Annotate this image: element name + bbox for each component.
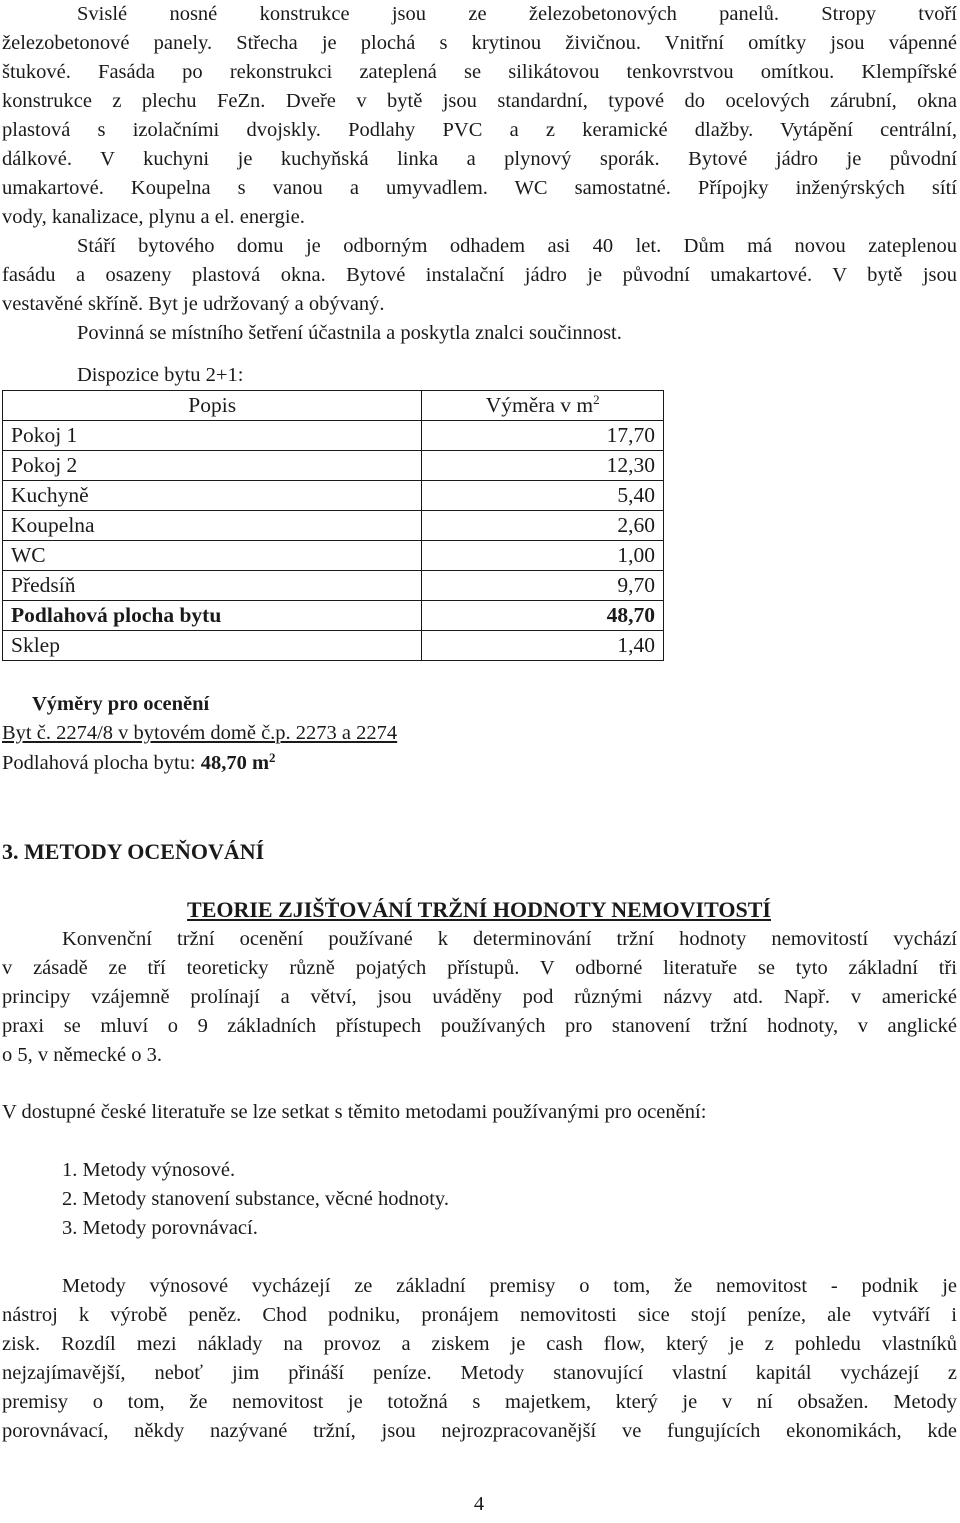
room-area: 9,70 (422, 571, 664, 601)
cellar-label: Sklep (3, 631, 422, 661)
theory-line-4: praxi se mluví o 9 základních přístupech používaných pro stanovení tržní hodnoty, v anglické (2, 1015, 957, 1037)
cooperation-line: Povinná se místního šetření účastnila a poskytla znalci součinnost. (77, 322, 622, 344)
header-vymera-exp: 2 (593, 392, 600, 407)
room-name: Pokoj 1 (3, 421, 422, 451)
methods-line-5: premisy o tom, že nemovitost je totožná s majetkem, který je v ní obsažen. Metody (2, 1391, 957, 1413)
section-heading: 3. METODY OCEŇOVÁNÍ (2, 839, 265, 864)
table-row (3, 421, 664, 451)
intro-line-2: železobetonové panely. Střecha je plochá s krytinou živičnou. Vnitřní omítky jsou vápenné (2, 32, 957, 54)
czech-literature-line: V dostupné české literatuře se lze setkat s těmito metodami používanými pro ocenění: (2, 1101, 707, 1123)
room-name: Koupelna (3, 511, 422, 541)
intro-line-1: Svislé nosné konstrukce jsou ze železobetonových panelů. Stropy tvoří (77, 3, 957, 25)
methods-line-4: nejzajímavější, neboť jim přináší peníze. Metody stanovující vlastní kapitál vycházejí z (2, 1362, 957, 1384)
total-label: Podlahová plocha bytu (3, 601, 422, 631)
intro-line-6: dálkové. V kuchyni je kuchyňská linka a plynový sporák. Bytové jádro je původní (2, 148, 957, 170)
total-value: 48,70 (422, 601, 664, 631)
room-area: 17,70 (422, 421, 664, 451)
header-popis: Popis (3, 391, 422, 421)
page-number: 4 (473, 1493, 485, 1515)
methods-line-3: zisk. Rozdíl mezi náklady na provoz a ziskem je cash flow, který je z pohledu vlastníků (2, 1333, 957, 1355)
valuation-unit-line: Byt č. 2274/8 v bytovém domě č.p. 2273 a 2274 (2, 722, 398, 744)
intro-line-5: plastová s izolačními dvojskly. Podlahy PVC a z keramické dlažby. Vytápění centrální, (2, 119, 957, 141)
theory-line-2: v zásadě ze tří teoreticky různě pojatých přístupů. V odborné literatuře se tyto základní tři (2, 957, 957, 979)
total-row (3, 601, 664, 631)
intro-line-8: vody, kanalizace, plynu a el. energie. (2, 206, 305, 228)
room-name: Kuchyně (3, 481, 422, 511)
age-line-2: fasádu a osazeny plastová okna. Bytové instalační jádro je původní umakartové. V bytě jsou (2, 264, 957, 286)
valuation-area-line (2, 749, 276, 778)
section-subheading: TEORIE ZJIŠŤOVÁNÍ TRŽNÍ HODNOTY NEMOVITOSTÍ (187, 897, 771, 922)
intro-line-7: umakartové. Koupelna s vanou a umyvadlem. WC samostatné. Přípojky inženýrských sítí (2, 177, 957, 199)
room-area: 2,60 (422, 511, 664, 541)
intro-line-4: konstrukce z plechu FeZn. Dveře v bytě jsou standardní, typové do ocelových zárubní, okna (2, 90, 957, 112)
list-item: 1. Metody výnosové. (62, 1159, 236, 1181)
disposition-title: Dispozice bytu 2+1: (77, 364, 244, 386)
methods-line-6: porovnávací, někdy nazývané tržní, jsou nejrozpracovanější ve fungujících ekonomikách, kde (2, 1420, 957, 1442)
table-row (3, 631, 664, 661)
header-vymera-label: Výměra v m (485, 393, 594, 417)
list-item: 3. Metody porovnávací. (62, 1217, 258, 1239)
table-header-row (3, 391, 664, 421)
disposition-table (2, 390, 664, 661)
theory-line-3: principy vzájemně prolínají a větví, jsou uváděny pod různými názvy atd. Např. v americké (2, 986, 957, 1008)
theory-line-1: Konvenční tržní ocenění používané k determinování tržní hodnoty nemovitostí vychází (62, 928, 957, 950)
table-row (3, 541, 664, 571)
intro-line-3: štukové. Fasáda po rekonstrukci zateplená se silikátovou tenkovrstvou omítkou. Klempířské (2, 61, 957, 83)
room-area: 12,30 (422, 451, 664, 481)
theory-line-5: o 5, v německé o 3. (2, 1044, 162, 1066)
table-row (3, 481, 664, 511)
age-line-1: Stáří bytového domu je odborným odhadem asi 40 let. Dům má novou zateplenou (77, 235, 957, 257)
room-name: WC (3, 541, 422, 571)
age-line-3: vestavěné skříně. Byt je udržovaný a obývaný. (2, 293, 385, 315)
valuation-area-exp: 2 (269, 750, 276, 765)
table-row (3, 451, 664, 481)
room-name: Předsíň (3, 571, 422, 601)
valuation-heading: Výměry pro ocenění (32, 693, 210, 715)
header-vymera (422, 391, 664, 421)
table-row (3, 511, 664, 541)
room-area: 1,00 (422, 541, 664, 571)
room-area: 5,40 (422, 481, 664, 511)
cellar-value: 1,40 (422, 631, 664, 661)
methods-line-1: Metody výnosové vycházejí ze základní premisy o tom, že nemovitost - podnik je (62, 1275, 957, 1297)
methods-line-2: nástroj k výrobě peněz. Chod podniku, pronájem nemovitosti sice stojí peníze, ale vytváří i (2, 1304, 957, 1326)
table-row (3, 571, 664, 601)
list-item: 2. Metody stanovení substance, věcné hodnoty. (62, 1188, 449, 1210)
room-name: Pokoj 2 (3, 451, 422, 481)
valuation-area-value: 48,70 m (200, 752, 270, 774)
valuation-area-label: Podlahová plocha bytu: (2, 752, 196, 774)
